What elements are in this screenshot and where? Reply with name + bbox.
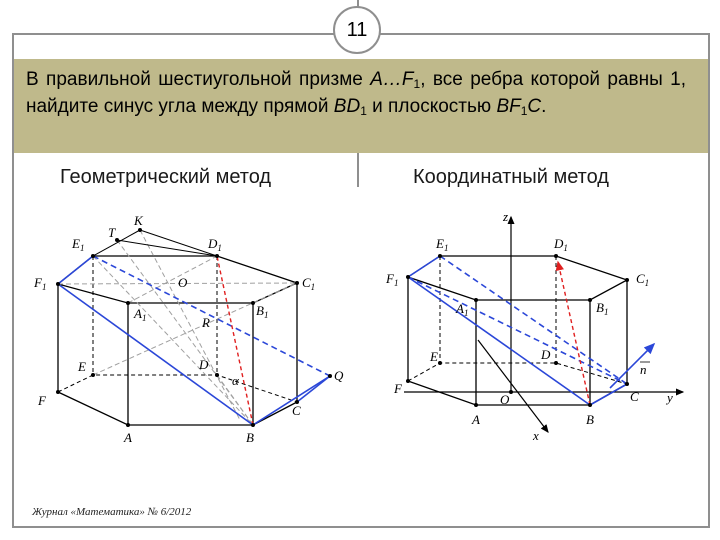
line-name: BD	[333, 96, 361, 117]
label-O-right: O	[500, 392, 510, 407]
label-A1-right: $A_1$	[456, 301, 469, 318]
right-red-vector	[558, 262, 590, 405]
label-A-right: A	[472, 412, 480, 427]
label-B: B	[246, 430, 254, 445]
prism-name: A…F	[370, 69, 414, 90]
label-D-right: D	[541, 347, 551, 362]
label-D1-right: $D_1$	[554, 236, 568, 253]
label-C-right: C	[630, 389, 639, 404]
label-F: F	[38, 393, 46, 408]
label-alpha: α	[232, 373, 239, 388]
label-y: y	[667, 390, 673, 405]
label-n: n	[640, 362, 647, 377]
problem-text-3: и плоскостью	[366, 96, 497, 117]
problem-text-2: , все ребра которой равны 1, найдите синус угла между прямой	[26, 69, 686, 117]
label-x: x	[533, 428, 539, 443]
slide-number-badge	[333, 6, 381, 54]
label-T: T	[108, 225, 116, 240]
right-blue-lines	[408, 256, 654, 405]
label-C1-right: $C_1$	[636, 271, 650, 288]
label-B1: $B_1$	[256, 303, 269, 320]
label-D1: $D_1$	[208, 236, 222, 253]
left-red-diagonal	[217, 256, 253, 425]
problem-text-4: .	[541, 96, 547, 117]
plane-name-b: C	[527, 96, 542, 117]
line-sub: 1	[360, 104, 367, 118]
axis-x	[478, 340, 548, 432]
geometric-prism-figure	[33, 213, 344, 445]
label-R: R	[202, 315, 210, 330]
label-z: z	[503, 209, 509, 224]
label-F-right: F	[394, 381, 402, 396]
label-E1: $E_1$	[72, 236, 85, 253]
label-Q: Q	[334, 368, 344, 383]
slide-number: 11	[346, 18, 368, 41]
label-E: E	[78, 359, 86, 374]
label-C: C	[292, 403, 301, 418]
label-B-right: B	[586, 412, 594, 427]
coordinate-method-heading: Координатный метод	[413, 166, 609, 188]
prism-sub: 1	[413, 77, 421, 91]
problem-text-1: В правильной шестиугольной призме	[26, 69, 371, 90]
label-F1-right: $F_1$	[386, 271, 399, 288]
label-A1: $A_1$	[134, 306, 147, 323]
label-F1: $F_1$	[34, 275, 47, 292]
label-D: D	[199, 357, 209, 372]
plane-sub: 1	[520, 104, 528, 118]
geometric-method-heading: Геометрический метод	[60, 166, 272, 188]
label-K: K	[134, 213, 143, 228]
plane-name-a: BF	[496, 96, 521, 117]
journal-footer: Журнал «Математика» № 6/2012	[32, 506, 192, 518]
label-O: O	[178, 275, 188, 290]
coordinate-prism-figure	[385, 209, 683, 443]
left-auxiliary-lines	[58, 230, 297, 425]
label-E1-right: $E_1$	[436, 236, 449, 253]
label-E-right: E	[430, 349, 438, 364]
label-A: A	[124, 430, 132, 445]
label-B1-right: $B_1$	[596, 300, 609, 317]
label-C1: $C_1$	[302, 275, 316, 292]
